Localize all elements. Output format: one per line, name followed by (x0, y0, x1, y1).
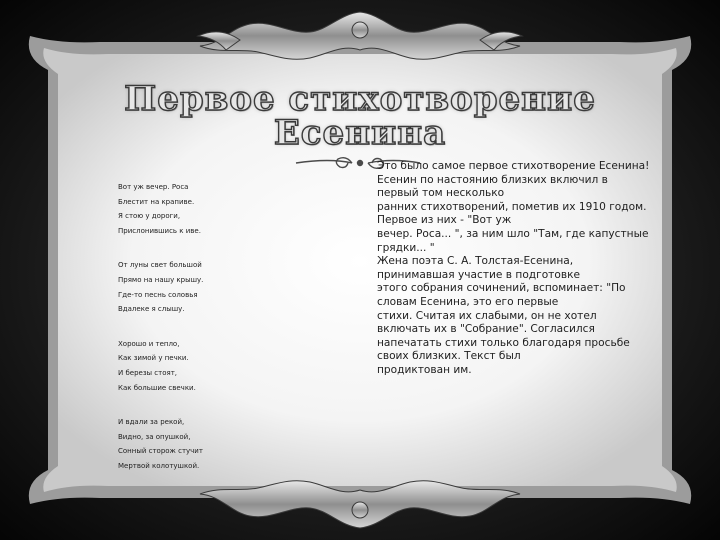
poem-line: Вот уж вечер. Роса (118, 183, 189, 191)
biography-text (377, 160, 662, 378)
bio-line: принимавшая участие в подготовке (377, 268, 580, 281)
bio-line: продиктован им. (377, 363, 472, 376)
bio-line: словам Есенина, это его первые (377, 295, 559, 308)
bio-line: ранних стихотворений, пометив их 1910 годом. (377, 200, 647, 213)
bio-line: Есенин по настоянию близких включил в (377, 173, 608, 186)
poem-line: Я стою у дороги, (118, 212, 181, 221)
bio-line: включать их в "Собрание". Согласился (377, 323, 595, 336)
poem-line: Хорошо и тепло, (118, 339, 180, 348)
poem-stanza (118, 180, 328, 238)
poem-line: Блестит на крапиве. (118, 197, 195, 206)
poem-line: И вдали за рекой, (118, 418, 185, 427)
poem-stanza (118, 415, 328, 473)
bio-line: этого собрания сочинений, вспоминает: "По (377, 282, 626, 295)
poem-line: Видно, за опушкой, (118, 432, 191, 441)
page-title-line-2: Есенина (273, 113, 447, 153)
bio-line: стихи. Считая их слабыми, он не хотел (377, 309, 597, 322)
poem-line: Вдалеке я слышу. (118, 305, 185, 314)
poem-line: Сонный сторож стучит (118, 447, 203, 456)
poem-stanza (118, 337, 328, 395)
poem-line: Где-то песнь соловья (118, 290, 198, 299)
poem-line: Прислонившись к иве. (118, 226, 201, 235)
bio-line: первый том несколько (377, 187, 505, 200)
poem-line: Как большие свечки. (118, 383, 196, 392)
poem-line: От луны свет большой (118, 261, 202, 270)
poem-line: Мертвой колотушкой. (118, 461, 200, 470)
bio-line: напечатать стихи только благодаря просьбе (377, 336, 630, 349)
poem-line: И березы стоят, (118, 368, 178, 377)
bio-line: Это было самое первое стихотворение Есенина! (377, 160, 650, 172)
bio-line: своих близких. Текст был (377, 350, 521, 363)
bio-line: Первое из них - "Вот уж (377, 214, 512, 227)
bio-line: Жена поэта С. А. Толстая-Есенина, (377, 255, 574, 268)
poem-line: Как зимой у печки. (118, 354, 189, 363)
page-title: Первое стихотворение (124, 79, 596, 119)
poem-stanza (118, 258, 328, 316)
poem-text (118, 180, 328, 494)
poem-line: Прямо на нашу крышу. (118, 275, 204, 284)
bio-line: грядки... " (377, 241, 435, 254)
bio-line: вечер. Роса... ", за ним шло "Там, где капустные (377, 227, 649, 240)
